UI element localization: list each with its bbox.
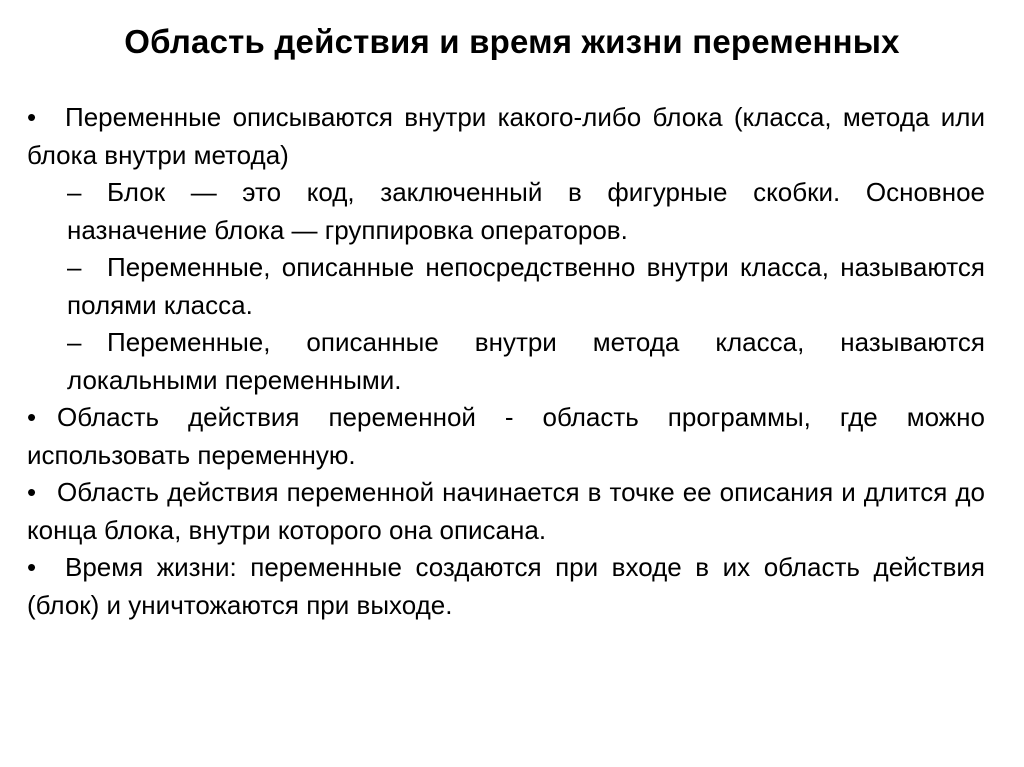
slide-title: Область действия и время жизни переменных: [124, 23, 900, 60]
sub-item-text: Блок — это код, заключенный в фигурные скобки. Основное назначение блока — группировка операторов.: [67, 177, 985, 245]
bullet-marker: •: [27, 102, 37, 132]
sub-item: [67, 249, 985, 324]
sub-item-text: Переменные, описанные непосредственно внутри класса, называются полями класса.: [67, 252, 985, 320]
dash-marker: –: [67, 252, 82, 282]
bullet-item: [27, 549, 985, 624]
bullet-text: Область действия переменной начинается в точке ее описания и длится до конца блока, внутри которого она описана.: [27, 477, 985, 545]
bullet-item: [27, 399, 985, 474]
sub-item-text: Переменные, описанные внутри метода класса, называются локальными переменными.: [67, 327, 985, 395]
bullet-text: Переменные описываются внутри какого-либо блока (класса, метода или блока внутри метода): [27, 102, 985, 170]
bullet-item: [27, 99, 985, 174]
bullet-text: Область действия переменной - область программы, где можно использовать переменную.: [27, 402, 985, 470]
sub-item: [67, 324, 985, 399]
dash-marker: –: [67, 327, 82, 357]
bullet-marker: •: [27, 402, 37, 432]
bullet-marker: •: [27, 477, 37, 507]
bullet-marker: •: [27, 552, 37, 582]
bullet-text: Время жизни: переменные создаются при входе в их область действия (блок) и уничтожаются при выходе.: [27, 552, 985, 620]
bullet-item: [27, 474, 985, 549]
slide-content: [27, 99, 985, 624]
dash-marker: –: [67, 177, 82, 207]
sub-item: [67, 174, 985, 249]
